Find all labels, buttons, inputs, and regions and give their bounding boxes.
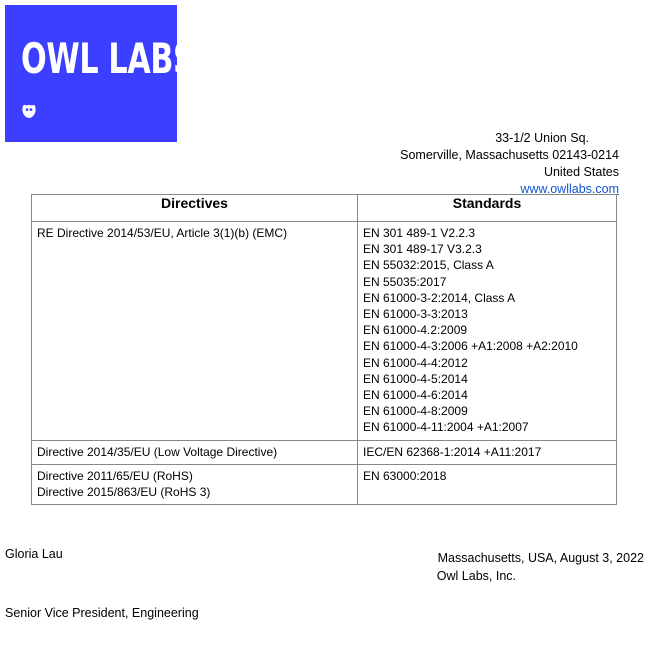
address-line-2: Somerville, Massachusetts 02143-0214 bbox=[400, 148, 619, 162]
standard-item: EN 61000-4-4:2012 bbox=[363, 355, 468, 370]
table-header-row bbox=[32, 195, 617, 222]
standards-cell bbox=[358, 464, 617, 504]
directive-cell bbox=[32, 222, 358, 441]
directive-text: Directive 2015/863/EU (RoHS 3) bbox=[37, 485, 211, 500]
signature-company: Owl Labs, Inc. bbox=[436, 569, 516, 583]
owl-icon bbox=[21, 103, 37, 119]
directives-standards-table bbox=[31, 194, 617, 505]
table-row bbox=[32, 222, 617, 441]
logo-text: OWL LABS bbox=[21, 34, 195, 83]
directive-text: Directive 2014/35/EU (Low Voltage Directive) bbox=[37, 444, 278, 459]
standards-cell bbox=[358, 222, 617, 441]
table-row bbox=[32, 464, 617, 504]
standard-item: EN 55035:2017 bbox=[363, 274, 447, 289]
website-link[interactable]: www.owllabs.com bbox=[520, 182, 619, 196]
address-line-1: 33-1/2 Union Sq. bbox=[495, 131, 589, 145]
address-line-3: United States bbox=[543, 165, 619, 179]
standard-item: EN 61000-3-3:2013 bbox=[363, 307, 468, 322]
directives-header: Directives bbox=[32, 195, 358, 222]
standard-item: IEC/EN 62368-1:2014 +A11:2017 bbox=[363, 444, 542, 459]
standard-item: EN 301 489-1 V2.2.3 bbox=[363, 226, 476, 240]
standard-item: EN 61000-4.2:2009 bbox=[363, 323, 468, 338]
directive-cell bbox=[32, 440, 358, 464]
standard-item: EN 61000-3-2:2014, Class A bbox=[363, 290, 516, 305]
table-row bbox=[32, 440, 617, 464]
directive-text: Directive 2011/65/EU (RoHS) bbox=[37, 468, 193, 483]
signatory-name: Gloria Lau bbox=[5, 547, 63, 561]
standard-item: EN 61000-4-6:2014 bbox=[363, 388, 468, 403]
directive-text: RE Directive 2014/53/EU, Article 3(1)(b) (EMC) bbox=[37, 226, 288, 240]
standards-cell bbox=[358, 440, 617, 464]
standards-header: Standards bbox=[358, 195, 617, 222]
standard-item: EN 301 489-17 V3.2.3 bbox=[363, 242, 482, 257]
standard-item: EN 61000-4-8:2009 bbox=[363, 404, 468, 419]
company-address bbox=[400, 130, 619, 198]
signatory-title: Senior Vice President, Engineering bbox=[5, 606, 199, 620]
standard-item: EN 61000-4-11:2004 +A1:2007 bbox=[363, 420, 529, 435]
signature-place-block bbox=[437, 549, 644, 585]
standard-item: EN 63000:2018 bbox=[363, 468, 447, 483]
directive-cell bbox=[32, 464, 358, 504]
standard-item: EN 61000-4-5:2014 bbox=[363, 371, 468, 386]
owl-labs-logo bbox=[5, 5, 195, 142]
standard-item: EN 55032:2015, Class A bbox=[363, 258, 494, 273]
standard-item: EN 61000-4-3:2006 +A1:2008 +A2:2010 bbox=[363, 339, 578, 354]
signature-place-date: Massachusetts, USA, August 3, 2022 bbox=[437, 551, 644, 565]
